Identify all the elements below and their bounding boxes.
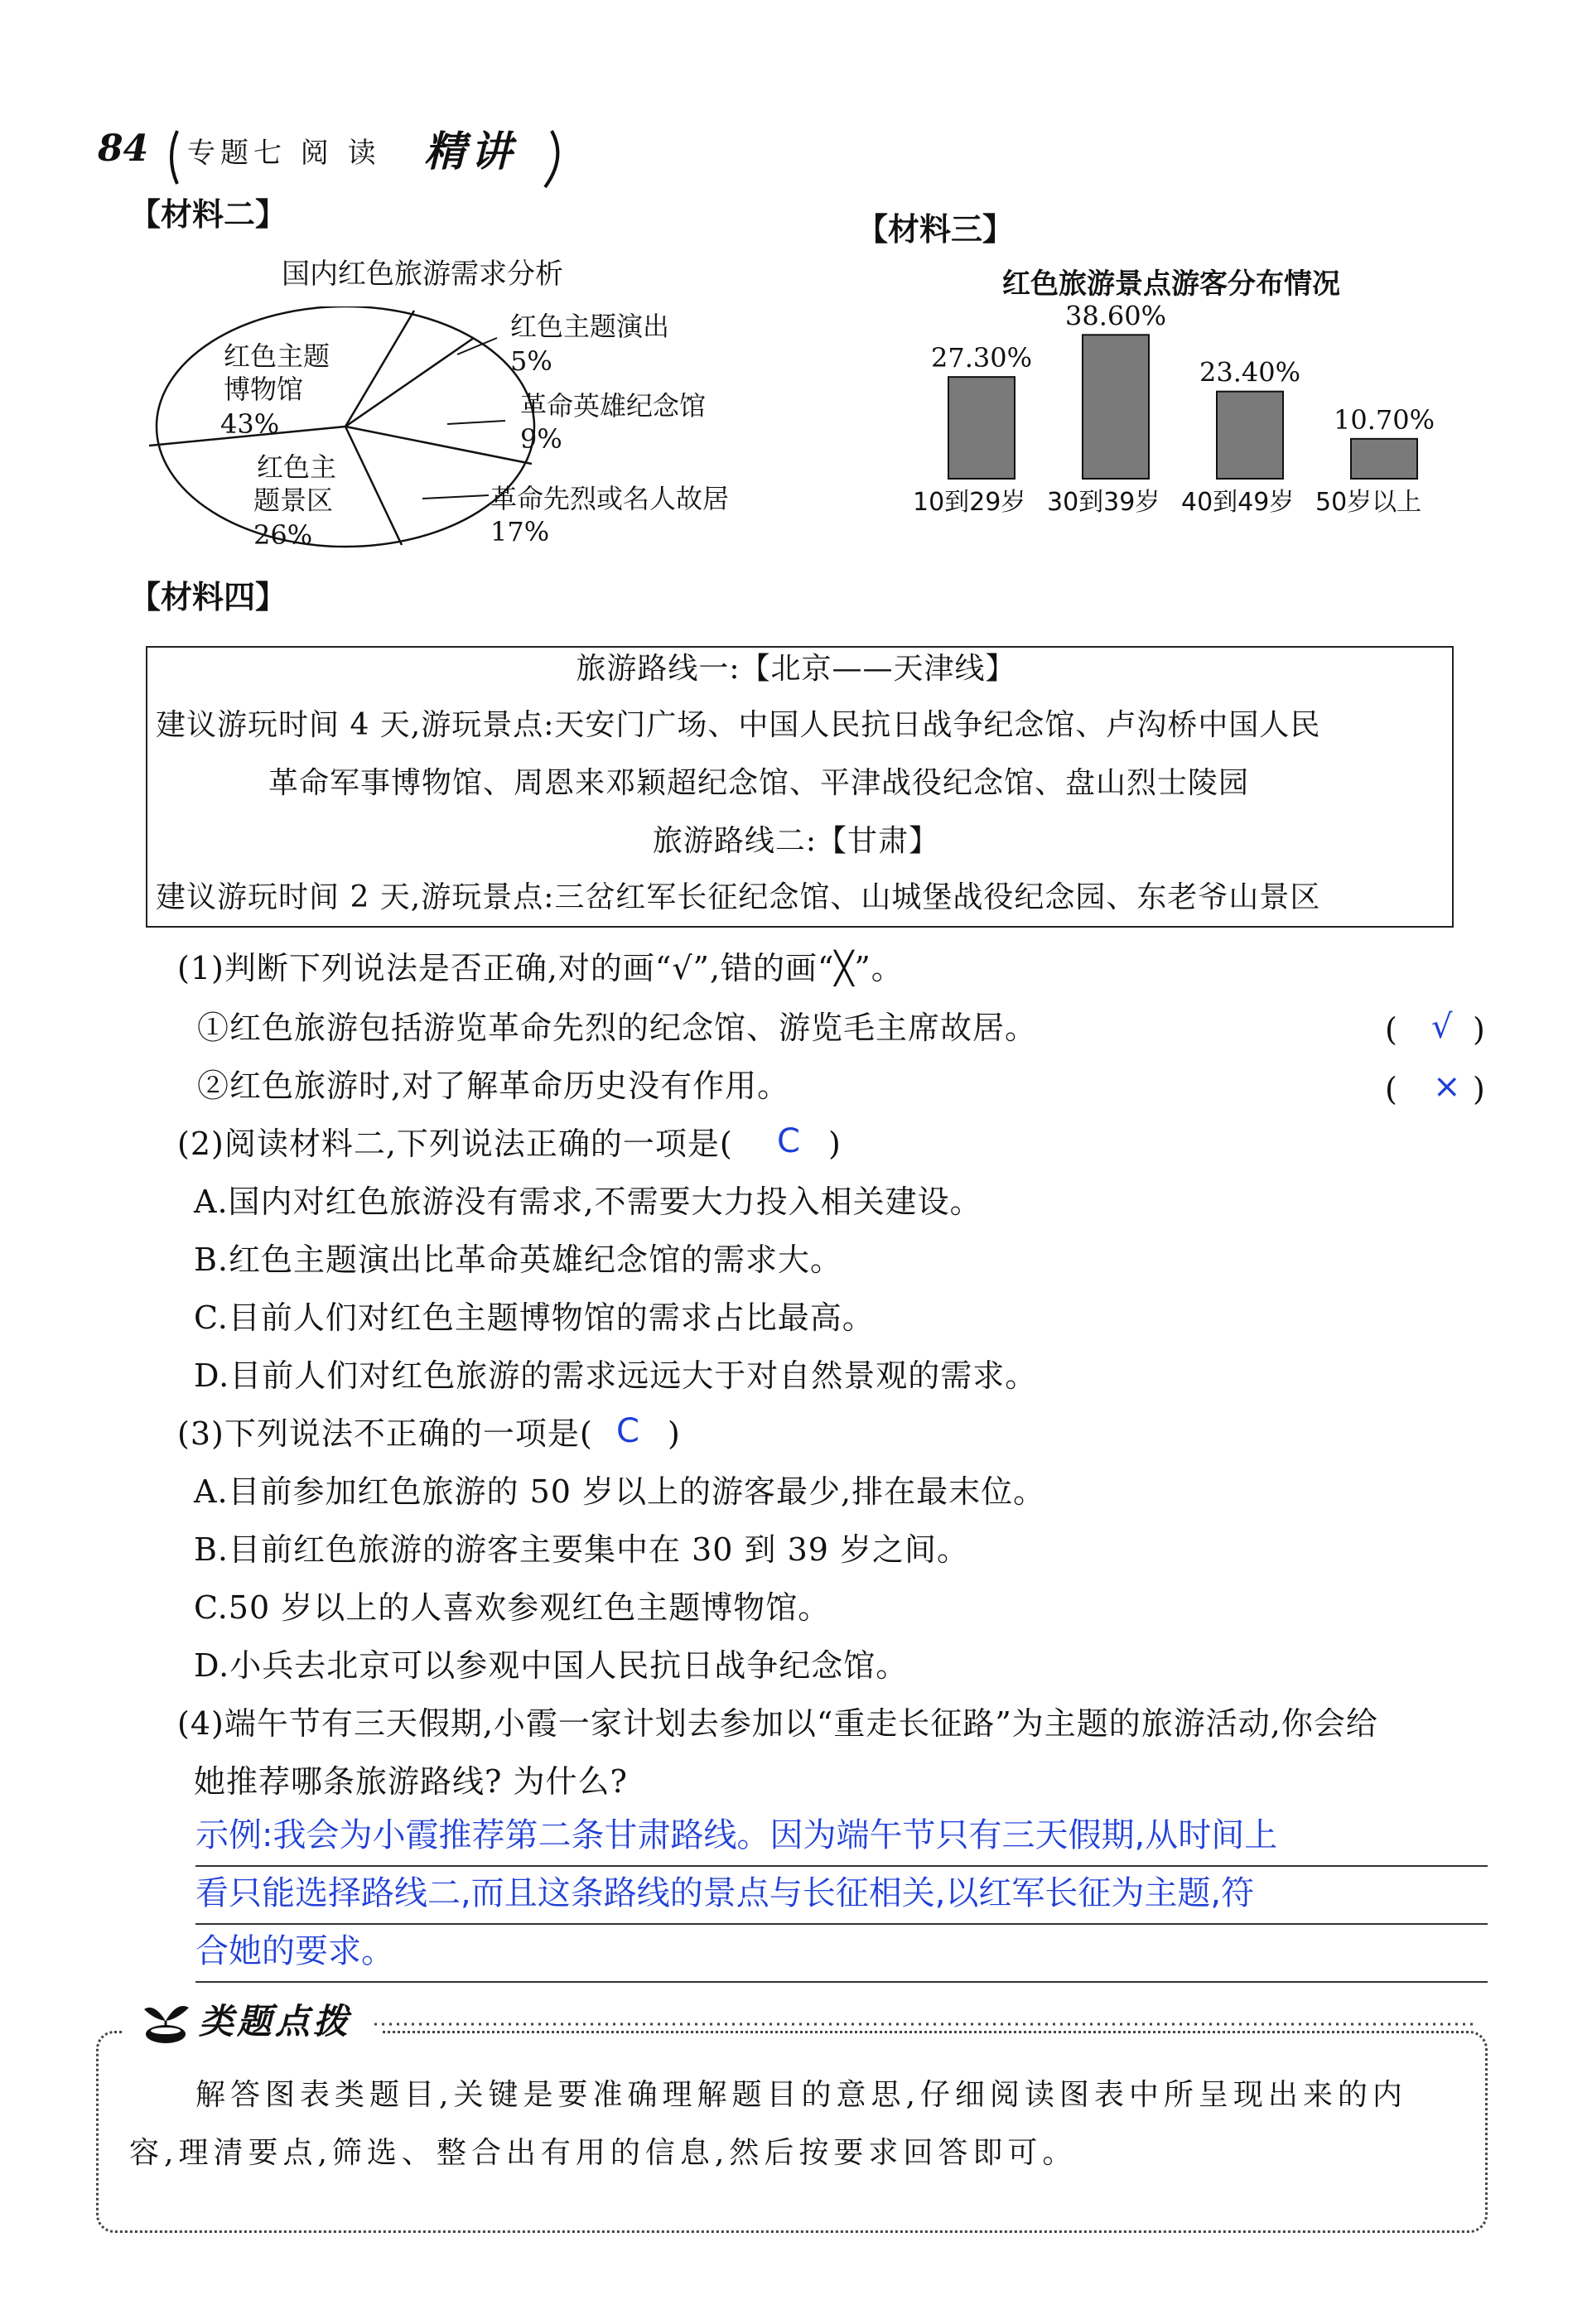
q4-answer-line2: 看只能选择路线二,而且这条路线的景点与长征相关,以红军长征为主题,符 bbox=[195, 1874, 1255, 1912]
q3-stem-end: ) bbox=[668, 1415, 681, 1452]
q1-paren-open: ( bbox=[1385, 1011, 1398, 1048]
pie-value-scenic: 26% bbox=[253, 519, 313, 551]
pie-value-performance: 5% bbox=[510, 345, 552, 377]
brand-logo: 精讲 bbox=[424, 127, 517, 176]
pie-value-residence: 17% bbox=[490, 516, 550, 547]
bar-category-label: 30到39岁 bbox=[1047, 488, 1160, 517]
pie-chart-title: 国内红色旅游需求分析 bbox=[282, 258, 563, 291]
q2-option-b: B.红色主题演出比革命英雄纪念馆的需求大。 bbox=[194, 1242, 843, 1278]
answer-rule bbox=[195, 1865, 1488, 1867]
q2-answer: C bbox=[777, 1122, 800, 1160]
q1-item-2: ②红色旅游时,对了解革命历史没有作用。 bbox=[197, 1068, 790, 1104]
pie-value-museum: 43% bbox=[220, 408, 280, 440]
pie-divider bbox=[345, 427, 402, 545]
pie-label-memorial: 革命英雄纪念馆 bbox=[520, 390, 707, 422]
material4-label: 【材料四】 bbox=[129, 579, 287, 615]
answer-rule bbox=[195, 1981, 1488, 1983]
material2-label: 【材料二】 bbox=[129, 196, 287, 233]
route2-title: 旅游路线二:【甘肃】 bbox=[652, 824, 940, 858]
q3-stem: (3)下列说法不正确的一项是( bbox=[177, 1415, 593, 1452]
q4-answer-line3: 合她的要求。 bbox=[195, 1932, 394, 1970]
q3-answer: C bbox=[616, 1412, 639, 1450]
route2-line1: 建议游玩时间 2 天,游玩景点:三岔红军长征纪念馆、山城堡战役纪念园、东老爷山景区 bbox=[156, 880, 1321, 914]
bar-category-label: 10到29岁 bbox=[913, 488, 1026, 517]
q3-option-b: B.目前红色旅游的游客主要集中在 30 到 39 岁之间。 bbox=[194, 1531, 970, 1568]
bar-category-label: 50岁以上 bbox=[1315, 488, 1422, 517]
q2-stem-end: ) bbox=[828, 1126, 842, 1162]
bar bbox=[1351, 439, 1417, 479]
route1-line1: 建议游玩时间 4 天,游玩景点:天安门广场、中国人民抗日战争纪念馆、卢沟桥中国人民 bbox=[156, 708, 1321, 742]
material3-label: 【材料三】 bbox=[856, 211, 1015, 248]
pie-label-museum-line2: 博物馆 bbox=[224, 374, 304, 405]
q1-answer-1: √ bbox=[1431, 1008, 1453, 1046]
pie-label-museum-line1: 红色主题 bbox=[224, 340, 330, 372]
pie-label-scenic-line2: 题景区 bbox=[253, 485, 334, 516]
q2-option-c: C.目前人们对红色主题博物馆的需求占比最高。 bbox=[194, 1299, 875, 1336]
q1-stem: (1)判断下列说法是否正确,对的画“√”,错的画“╳”。 bbox=[177, 950, 904, 986]
pie-label-scenic-line1: 红色主 bbox=[257, 451, 337, 483]
pie-label-performance: 红色主题演出 bbox=[510, 311, 670, 342]
page-number: 84 bbox=[98, 128, 149, 170]
route1-line2: 革命军事博物馆、周恩来邓颖超纪念馆、平津战役纪念馆、盘山烈士陵园 bbox=[268, 766, 1250, 800]
q2-option-a: A.国内对红色旅游没有需求,不需要大力投入相关建设。 bbox=[194, 1184, 982, 1220]
q1-paren-close: ) bbox=[1473, 1071, 1486, 1107]
bar-chart-title: 红色旅游景点游客分布情况 bbox=[1002, 268, 1340, 301]
plant-pot-icon bbox=[139, 1999, 192, 2046]
pie-divider bbox=[345, 311, 414, 427]
pie-divider bbox=[345, 427, 532, 464]
tips-line2: 容,理清要点,筛选、整合出有用的信息,然后按要求回答即可。 bbox=[129, 2136, 1078, 2170]
pie-label-residence: 革命先烈或名人故居 bbox=[490, 483, 730, 514]
pie-divider bbox=[345, 338, 474, 427]
pie-value-memorial: 9% bbox=[520, 423, 562, 455]
q1-paren-open: ( bbox=[1385, 1071, 1398, 1107]
q2-option-d: D.目前人们对红色旅游的需求远远大于对自然景观的需求。 bbox=[194, 1357, 1038, 1394]
q1-paren-close: ) bbox=[1473, 1011, 1486, 1048]
leader-line bbox=[447, 421, 505, 424]
q4-answer-line1: 示例:我会为小霞推荐第二条甘肃路线。因为端午节只有三天假期,从时间上 bbox=[195, 1816, 1278, 1854]
q3-option-c: C.50 岁以上的人喜欢参观红色主题博物馆。 bbox=[194, 1589, 831, 1626]
bar bbox=[1083, 335, 1149, 479]
bar-value-label: 23.40% bbox=[1199, 356, 1301, 388]
q4-stem-line1: (4)端午节有三天假期,小霞一家计划去参加以“重走长征路”为主题的旅游活动,你会给 bbox=[177, 1705, 1378, 1742]
tips-title-dots bbox=[374, 2021, 1476, 2027]
q2-stem: (2)阅读材料二,下列说法正确的一项是( bbox=[177, 1126, 733, 1162]
bar-value-label: 38.60% bbox=[1064, 300, 1167, 332]
route1-title: 旅游路线一:【北京——天津线】 bbox=[576, 652, 1016, 686]
q1-item-1: ①红色旅游包括游览革命先烈的纪念馆、游览毛主席故居。 bbox=[197, 1010, 1038, 1046]
q3-option-d: D.小兵去北京可以参观中国人民抗日战争纪念馆。 bbox=[194, 1647, 909, 1684]
bar bbox=[1217, 392, 1283, 479]
bar-category-label: 40到49岁 bbox=[1181, 488, 1295, 517]
tips-box bbox=[96, 2031, 1488, 2233]
q4-stem-line2: 她推荐哪条旅游路线? 为什么? bbox=[194, 1763, 628, 1800]
answer-rule bbox=[195, 1923, 1488, 1925]
bar-value-label: 27.30% bbox=[930, 342, 1033, 374]
section-title: 专题七 阅 读 bbox=[187, 137, 381, 170]
tips-line1: 解答图表类题目,关键是要准确理解题目的意思,仔细阅读图表中所呈现出来的内 bbox=[195, 2078, 1407, 2112]
bar-value-label: 10.70% bbox=[1333, 403, 1435, 436]
leader-line bbox=[422, 495, 489, 499]
bar bbox=[948, 377, 1015, 479]
q3-option-a: A.目前参加红色旅游的 50 岁以上的游客最少,排在最末位。 bbox=[194, 1473, 1046, 1510]
tips-title: 类题点拨 bbox=[199, 2001, 352, 2042]
q1-answer-2: × bbox=[1433, 1068, 1461, 1106]
